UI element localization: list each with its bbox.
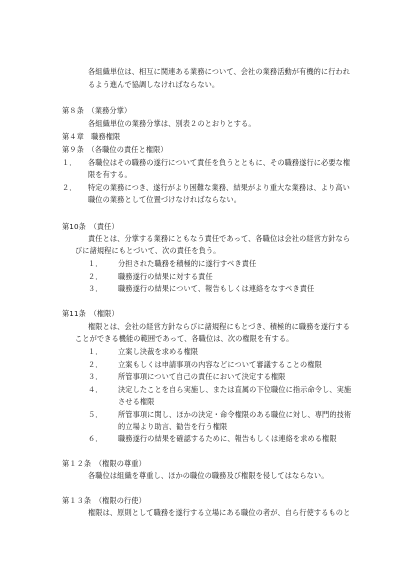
article-11-item-4-number: ４．: [88, 385, 103, 394]
intro-line-1: 各組織単位は、相互に関連ある業務について、会社の業務活動が有機的に行われ: [88, 67, 351, 76]
article-9-item-1-number: １．: [62, 158, 77, 167]
article-9-item-2-number: ２．: [62, 183, 77, 192]
article-9-item-1-line-2: 限を有する。: [88, 170, 132, 179]
article-12-heading: 第１２条 （権限の尊重）: [62, 459, 146, 468]
article-11-item-1-line-1: 立案し決裁を求める権限: [118, 347, 199, 356]
article-9-heading: 第９条 （各職位の責任と権限）: [62, 145, 168, 154]
article-10-item-2-text: 職務遂行の結果に対する責任: [118, 272, 213, 281]
article-12-body: 各職位は組織を尊重し、ほかの職位の職務及び権限を侵してはならない。: [88, 471, 329, 480]
article-11-item-5-number: ５．: [88, 410, 103, 419]
article-10-item-2-number: ２．: [88, 272, 103, 281]
article-10-item-1-number: １．: [88, 259, 103, 268]
article-10-item-1-text: 分担された職務を積極的に遂行すべき責任: [118, 259, 257, 268]
article-11-item-4-line-1: 決定したことを自ら実施し、または直属の下位職位に指示命令し、実施: [118, 385, 352, 394]
article-9-item-2-line-2: 職位の業務として位置づけなければならない。: [88, 195, 242, 204]
article-13-body: 権限は、原則として職務を遂行する立場にある職位の者が、自ら行使するものと: [88, 508, 351, 517]
article-11-body-line-1: 権限とは、会社の経営方針ならびに諸規程にもとづき、積極的に職務を遂行する: [88, 322, 350, 331]
article-11-body-line-2: ことができる機能の範囲であって、各職位は、次の権限を有する。: [75, 334, 294, 343]
article-11-item-6-number: ６．: [88, 434, 103, 443]
article-9-item-2-line-1: 特定の業務につき、遂行がより困難な業務、結果がより重大な業務は、より高い: [88, 183, 350, 192]
article-11-heading: 第11条 （権限）: [62, 309, 119, 318]
article-8-body: 各組織単位の業務分掌は、別表２のとおりとする。: [88, 119, 256, 128]
article-11-item-1-number: １．: [88, 347, 103, 356]
article-11-item-6-line-1: 職務遂行の結果を確認するために、報告もしくは連絡を求める権限: [118, 434, 337, 443]
article-10-body-line-2: びに諸規程にもとづいて、次の責任を負う。: [75, 246, 221, 255]
article-10-item-3-text: 職務遂行の結果について、報告もしくは連絡をなすべき責任: [118, 284, 315, 293]
article-9-item-1-line-1: 各職位はその職務の遂行について責任を負うとともに、その職務遂行に必要な権: [88, 158, 351, 167]
article-10-item-3-number: ３．: [88, 284, 103, 293]
article-8-heading: 第８条 （業務分掌）: [62, 106, 132, 115]
article-13-heading: 第１３条 （権限の行使）: [62, 496, 146, 505]
article-11-item-2-line-1: 立案もしくは申請事項の内容などについて審議することの権限: [118, 360, 322, 369]
intro-line-2: るよう進んで協調しなければならない。: [88, 80, 220, 89]
article-11-item-2-number: ２．: [88, 360, 103, 369]
chapter-4-heading: 第４章 職務権限: [62, 132, 121, 141]
article-10-body-line-1: 責任とは、分掌する業務にともなう責任であって、各職位は会社の経営方針なら: [88, 234, 351, 243]
article-10-heading: 第10条 （責任）: [62, 222, 119, 231]
article-11-item-3-number: ３．: [88, 372, 103, 381]
article-11-item-5-line-1: 所管事項に関し、ほかの決定・命令権限のある職位に対し、専門的技術: [118, 410, 352, 419]
article-11-item-4-line-2: させる権限: [118, 397, 155, 406]
article-11-item-5-line-2: 的立場より助言、勧告を行う権限: [118, 422, 228, 431]
article-11-item-3-line-1: 所管事項について自己の責任において決定する権限: [118, 372, 286, 381]
